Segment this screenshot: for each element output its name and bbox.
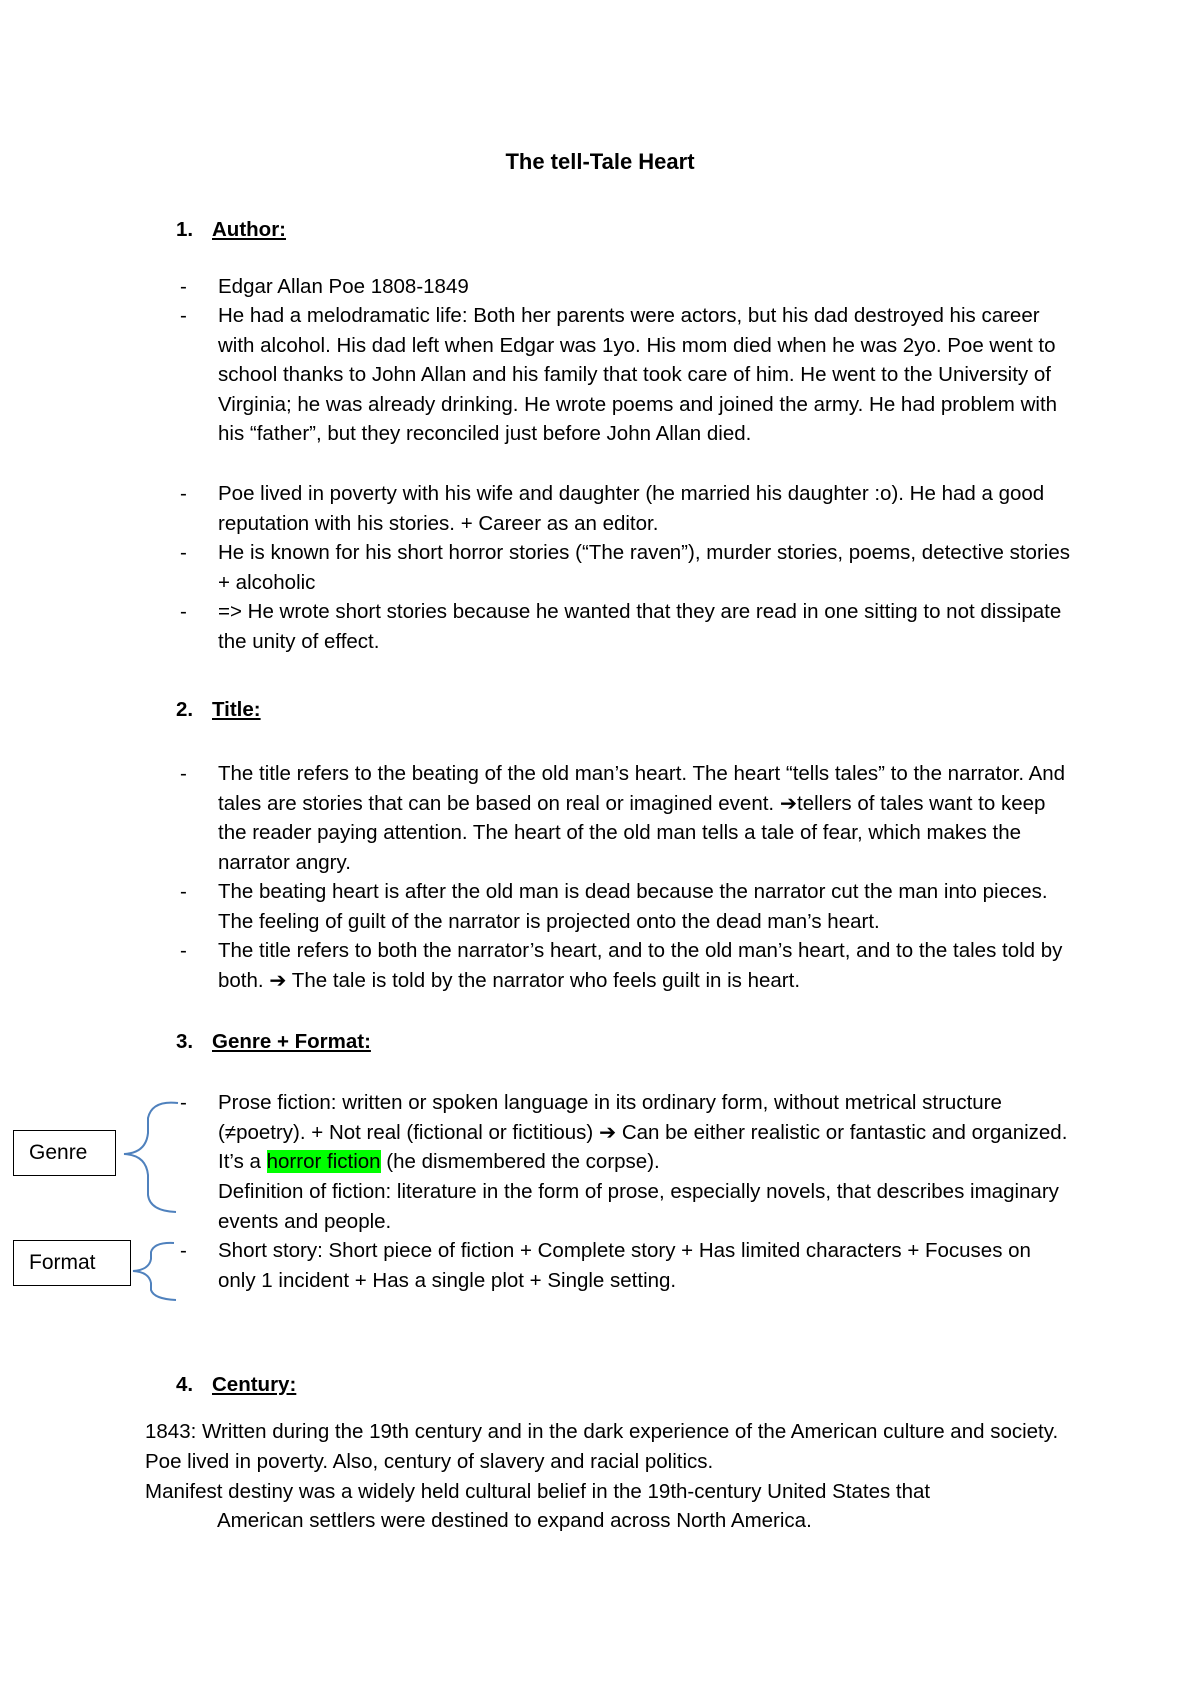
section-number: 3. [176, 1030, 194, 1053]
section-number: 1. [176, 218, 194, 241]
author-item-text: He had a melodramatic life: Both her parents were actors, but his dad destroyed his career with alcohol. His dad left when Edgar was 1yo. His mom died when he was 2yo. Poe went to school thanks to John Allan and his family that took care of him. He went to the University of Virginia; he was already drinking. He wrote poems and joined the army. He had problem with his “father”, but they reconciled just before John Allan died. [218, 304, 1058, 445]
title-item-text: The title refers to the beating of the old man’s heart. The heart “tells tales” to the narrator. And tales are stories that can be based on real or imagined event. ➔tellers of tales want to keep the reader paying attention. The heart of the old man tells a tale of fear, which makes the narrator angry. [218, 762, 1066, 874]
section-heading-title [176, 695, 261, 725]
genre-item-text: Prose fiction: written or spoken language in its ordinary form, without metrical structure (≠poetry). + Not real (fictional or fictitious) ➔ Can be either realistic or fantastic and organized. It’s a horror fiction (he dismembered the corpse). [218, 1091, 1068, 1173]
bullet-dash: - [180, 762, 187, 785]
bullet-dash: - [180, 275, 187, 298]
bullet-dash: - [180, 1091, 187, 1114]
bullet-dash: - [180, 304, 187, 327]
page-title: The tell-Tale Heart [505, 149, 695, 174]
bullet-dash: - [180, 600, 187, 623]
title-item-text: The title refers to both the narrator’s heart, and to the old man’s heart, and to the tales told by both. ➔ The tale is told by the narrator who feels guilt in is heart. [218, 939, 1063, 992]
section-label: Century: [212, 1373, 297, 1396]
century-manifest-destiny: Manifest destiny was a widely held cultural belief in the 19th-century United States that [145, 1480, 931, 1503]
section-number: 4. [176, 1373, 194, 1396]
section-label: Title: [212, 698, 261, 721]
format-box: Format [13, 1240, 131, 1286]
title-item-text: The beating heart is after the old man is dead because the narrator cut the man into pieces. The feeling of guilt of the narrator is projected onto the dead man’s heart. [218, 880, 1048, 933]
section-label: Genre + Format: [212, 1030, 371, 1053]
arrow-icon: ➔ [598, 1120, 617, 1144]
section-number: 2. [176, 698, 194, 721]
author-item-text: Edgar Allan Poe 1808-1849 [218, 275, 469, 298]
bullet-dash: - [180, 541, 187, 564]
author-item-text: => He wrote short stories because he wanted that they are read in one sitting to not dissipate the unity of effect. [218, 600, 1062, 653]
section-heading-genre-format [176, 1027, 371, 1057]
arrow-icon: ➔ [779, 791, 797, 815]
bullet-dash: - [180, 880, 187, 903]
format-brace [133, 1243, 176, 1300]
genre-brace [124, 1103, 178, 1212]
highlighted-text: horror fiction [266, 1150, 381, 1173]
section-label: Author: [212, 218, 287, 241]
author-item-text: He is known for his short horror stories (“The raven”), murder stories, poems, detective stories + alcoholic [218, 541, 1070, 594]
century-manifest-destiny-continued: American settlers were destined to expand across North America. [217, 1509, 812, 1532]
genre-box: Genre [13, 1130, 116, 1176]
century-paragraph: 1843: Written during the 19th century and in the dark experience of the American culture and society. Poe lived in poverty. Also, century of slavery and racial politics. [145, 1420, 1059, 1473]
definition-text: Definition of fiction: literature in the form of prose, especially novels, that describes imaginary events and people. [218, 1180, 1059, 1233]
bullet-dash: - [180, 939, 187, 962]
section-heading-author [176, 215, 286, 245]
format-item-text: Short story: Short piece of fiction + Complete story + Has limited characters + Focuses on only 1 incident + Has a single plot + Single setting. [218, 1239, 1031, 1292]
arrow-icon: ➔ [269, 968, 287, 992]
author-item-text: Poe lived in poverty with his wife and daughter (he married his daughter :o). He had a good reputation with his stories. + Career as an editor. [218, 482, 1045, 535]
bullet-dash: - [180, 482, 187, 505]
section-heading-century [176, 1370, 296, 1400]
bullet-dash: - [180, 1239, 187, 1262]
